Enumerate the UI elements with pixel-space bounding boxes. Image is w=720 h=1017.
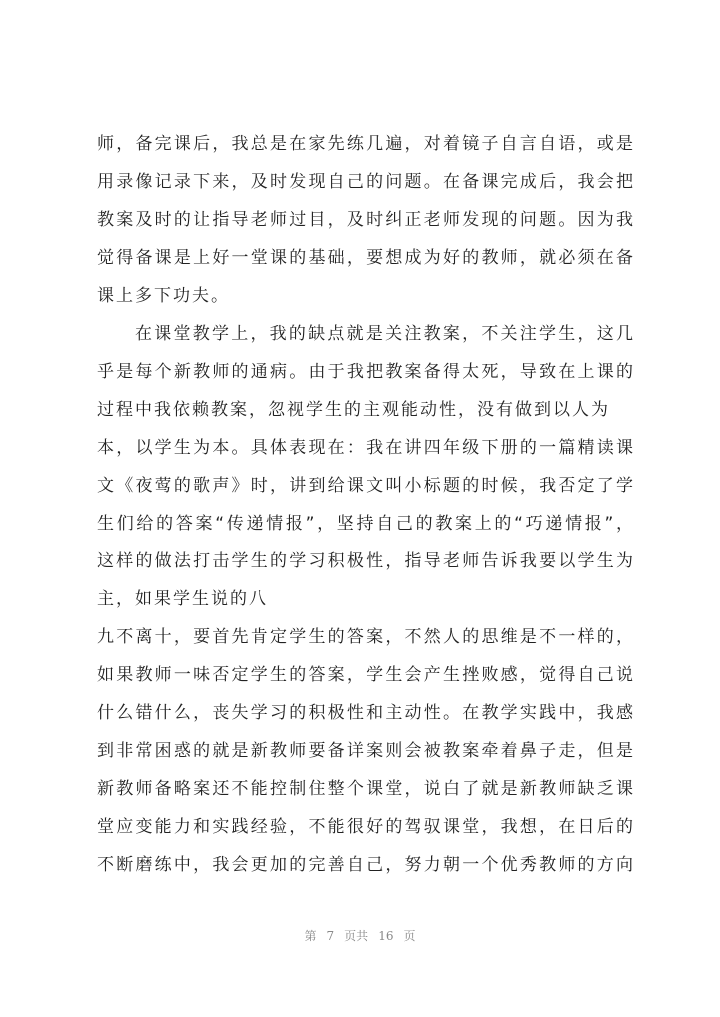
text-line: 新教师备略案还不能控制住整个课堂，说白了就是新教师缺乏课	[97, 779, 633, 800]
text-line: 文《夜莺的歌声》时，讲到给课文叫小标题的时候，我否定了学	[97, 475, 633, 496]
text-line: 生们给的答案“传递情报”，坚持自己的教案上的“巧递情报”，	[97, 513, 633, 534]
text-line: 如果教师一味否定学生的答案，学生会产生挫败感，觉得自己说	[97, 665, 633, 686]
footer-mid: 页共	[344, 929, 369, 943]
text-line: 这样的做法打击学生的学习积极性，指导老师告诉我要以学生为	[97, 551, 633, 572]
text-line: 觉得备课是上好一堂课的基础，要想成为好的教师，就必须在备	[97, 247, 633, 268]
footer-total-pages: 16	[378, 929, 394, 943]
text-line: 过程中我依赖教案，忽视学生的主观能动性，没有做到以人为	[97, 399, 610, 420]
text-line: 乎是每个新教师的通病。由于我把教案备得太死，导致在上课的	[97, 361, 633, 382]
document-body	[97, 126, 633, 885]
footer-prefix: 第	[304, 929, 317, 943]
text-line: 用录像记录下来，及时发现自己的问题。在备课完成后，我会把	[97, 171, 633, 192]
text-line: 不断磨练中，我会更加的完善自己，努力朝一个优秀教师的方向	[97, 855, 633, 876]
text-line: 九不离十，要首先肯定学生的答案，不然人的思维是不一样的，	[97, 627, 633, 648]
text-line: 什么错什么，丧失学习的积极性和主动性。在教学实践中，我感	[97, 703, 633, 724]
text-line: 在课堂教学上，我的缺点就是关注教案，不关注学生，这几	[135, 323, 633, 344]
footer-page-number: 7	[326, 929, 335, 943]
page-footer	[0, 927, 720, 944]
text-line: 课上多下功夫。	[97, 285, 230, 306]
text-line: 本，以学生为本。具体表现在：我在讲四年级下册的一篇精读课	[97, 437, 633, 458]
text-line: 堂应变能力和实践经验，不能很好的驾驭课堂，我想，在日后的	[97, 817, 633, 838]
text-line: 教案及时的让指导老师过目，及时纠正老师发现的问题。因为我	[97, 209, 633, 230]
footer-suffix: 页	[403, 929, 416, 943]
text-line: 师，备完课后，我总是在家先练几遍，对着镜子自言自语，或是	[97, 134, 633, 154]
text-line: 主，如果学生说的八	[97, 589, 268, 610]
text-line: 到非常困惑的就是新教师要备详案则会被教案牵着鼻子走，但是	[97, 741, 633, 762]
